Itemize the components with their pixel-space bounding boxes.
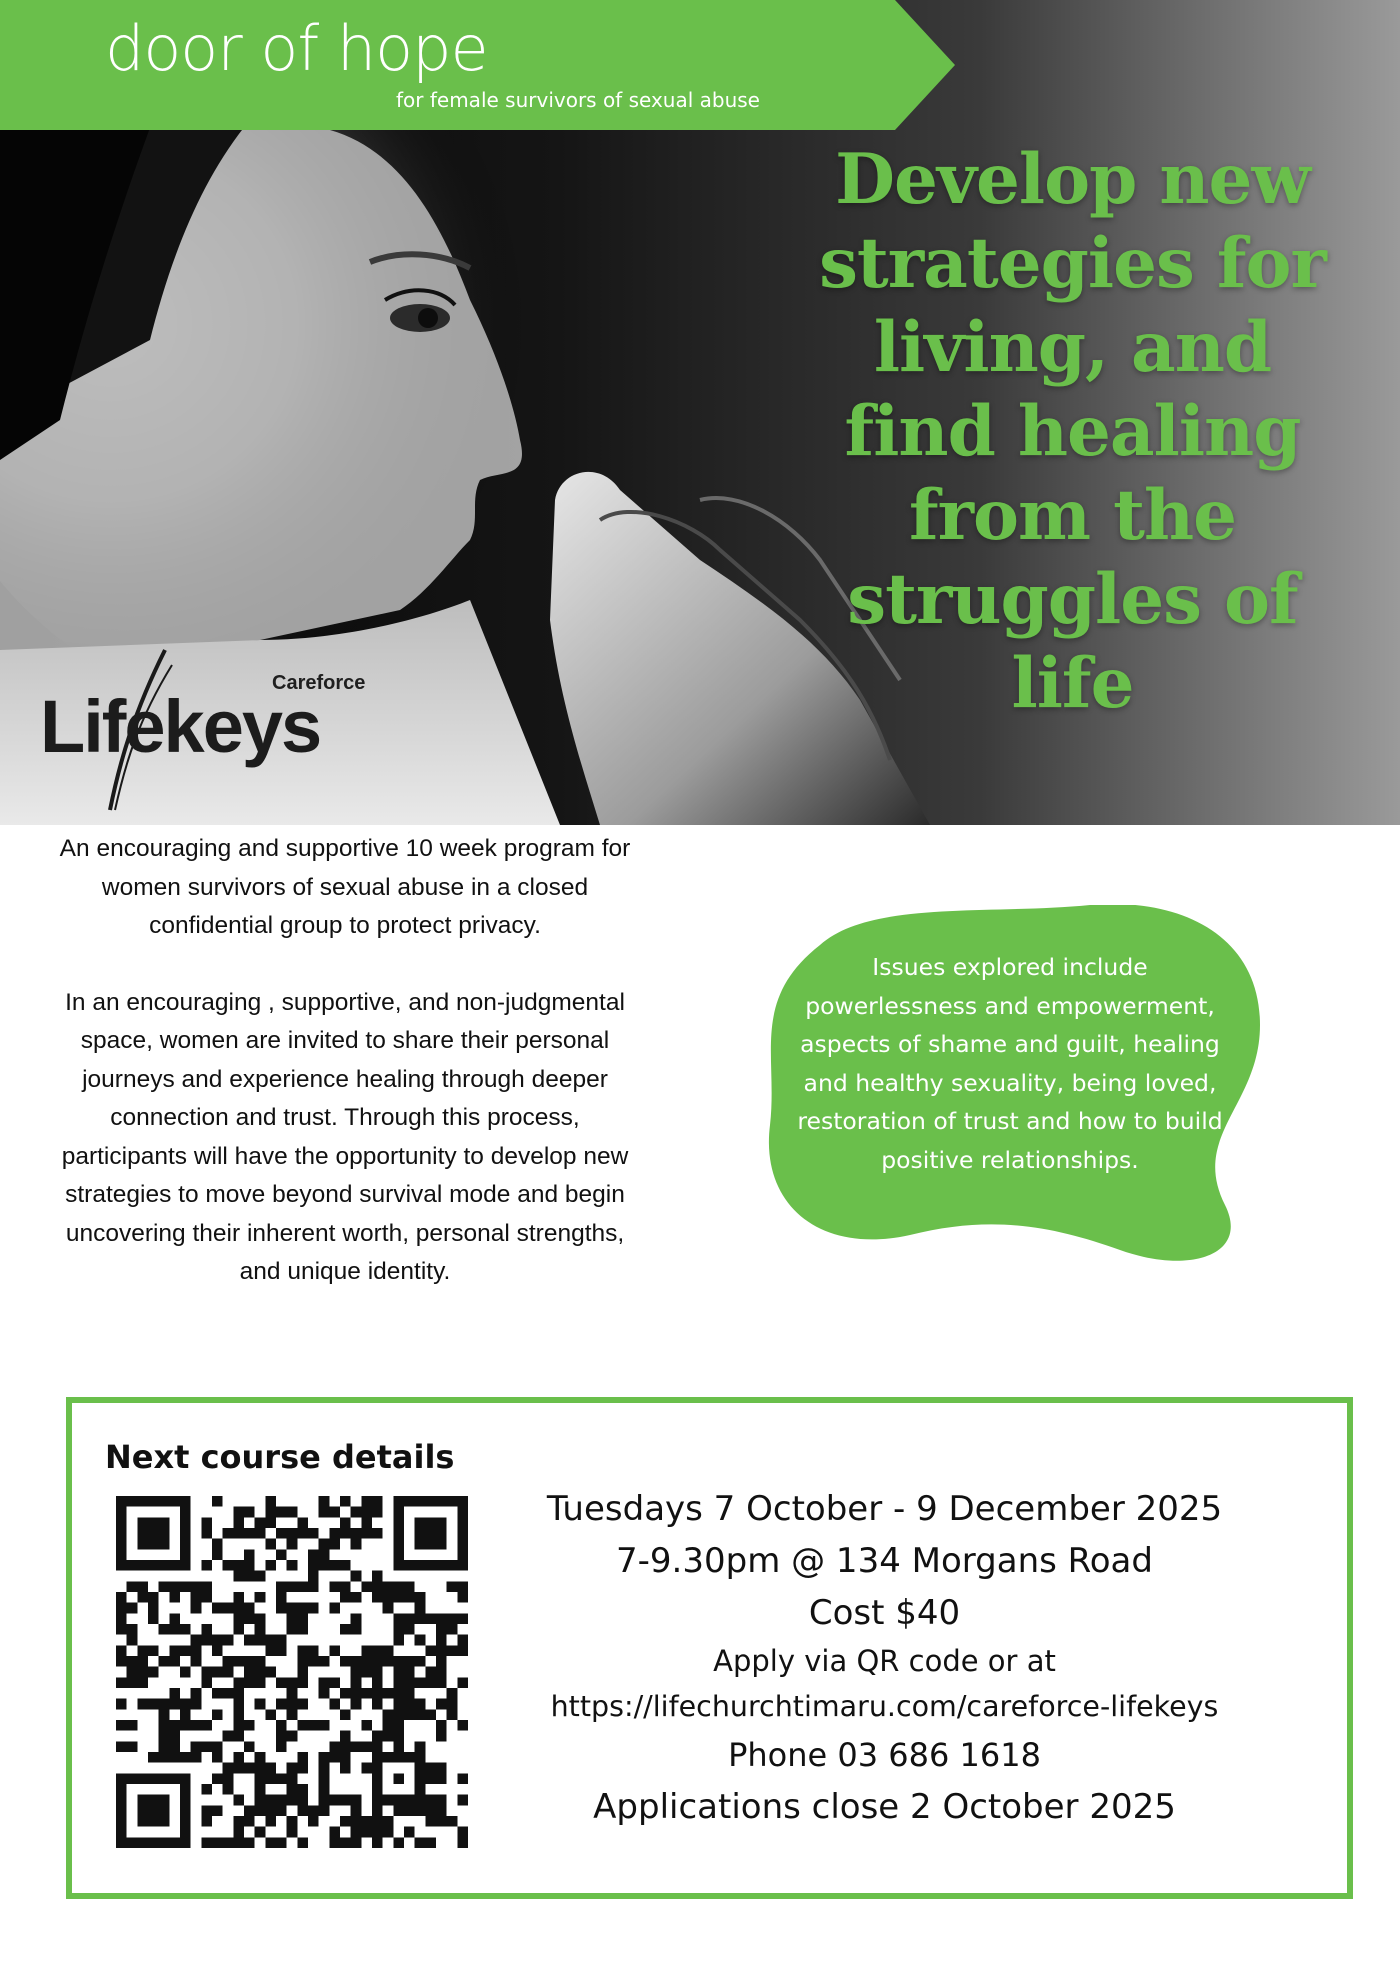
course-phone: Phone 03 686 1618 [728,1736,1041,1774]
intro-paragraph-1: An encouraging and supportive 10 week program for women survivors of sexual abuse in a closed confidential group to protect privacy. [59,835,631,939]
headline: Develop new strategies for living, and find healing from the struggles of life [819,139,1326,724]
course-apply: Apply via QR code or at [713,1644,1056,1678]
course-time-venue: 7-9.30pm @ 134 Morgans Road [616,1541,1153,1581]
logo-org: Careforce [272,672,366,694]
course-applications-close: Applications close 2 October 2025 [593,1787,1176,1827]
intro-paragraph-2: In an encouraging , supportive, and non-judgmental space, women are invited to share their personal journeys and experience healing through deeper connection and trust. Through this process, participants will have the opportunity to develop new strategies to move beyond survival mode and begin uncovering their inherent worth, personal strengths, and unique identity. [61,988,629,1285]
qr-code-icon[interactable] [116,1496,468,1848]
course-dates: Tuesdays 7 October - 9 December 2025 [546,1489,1223,1529]
course-info [472,1483,1297,1833]
course-cost: Cost $40 [808,1593,961,1633]
course-details-box [66,1397,1353,1899]
intro-text [55,830,635,1292]
brand-subtitle: for female survivors of sexual abuse [396,88,760,112]
hero-banner [0,0,1400,825]
brand-title: door of hope [105,12,488,85]
course-heading: Next course details [105,1438,455,1476]
logo-name: Lifekeys [40,685,321,768]
course-url-link[interactable]: https://lifechurchtimaru.com/careforce-lifekeys [550,1690,1219,1723]
issues-text: Issues explored include powerlessness and empowerment, aspects of shame and guilt, healing and healthy sexuality, being loved, restoration of trust and how to build positive relationships. [797,953,1223,1174]
